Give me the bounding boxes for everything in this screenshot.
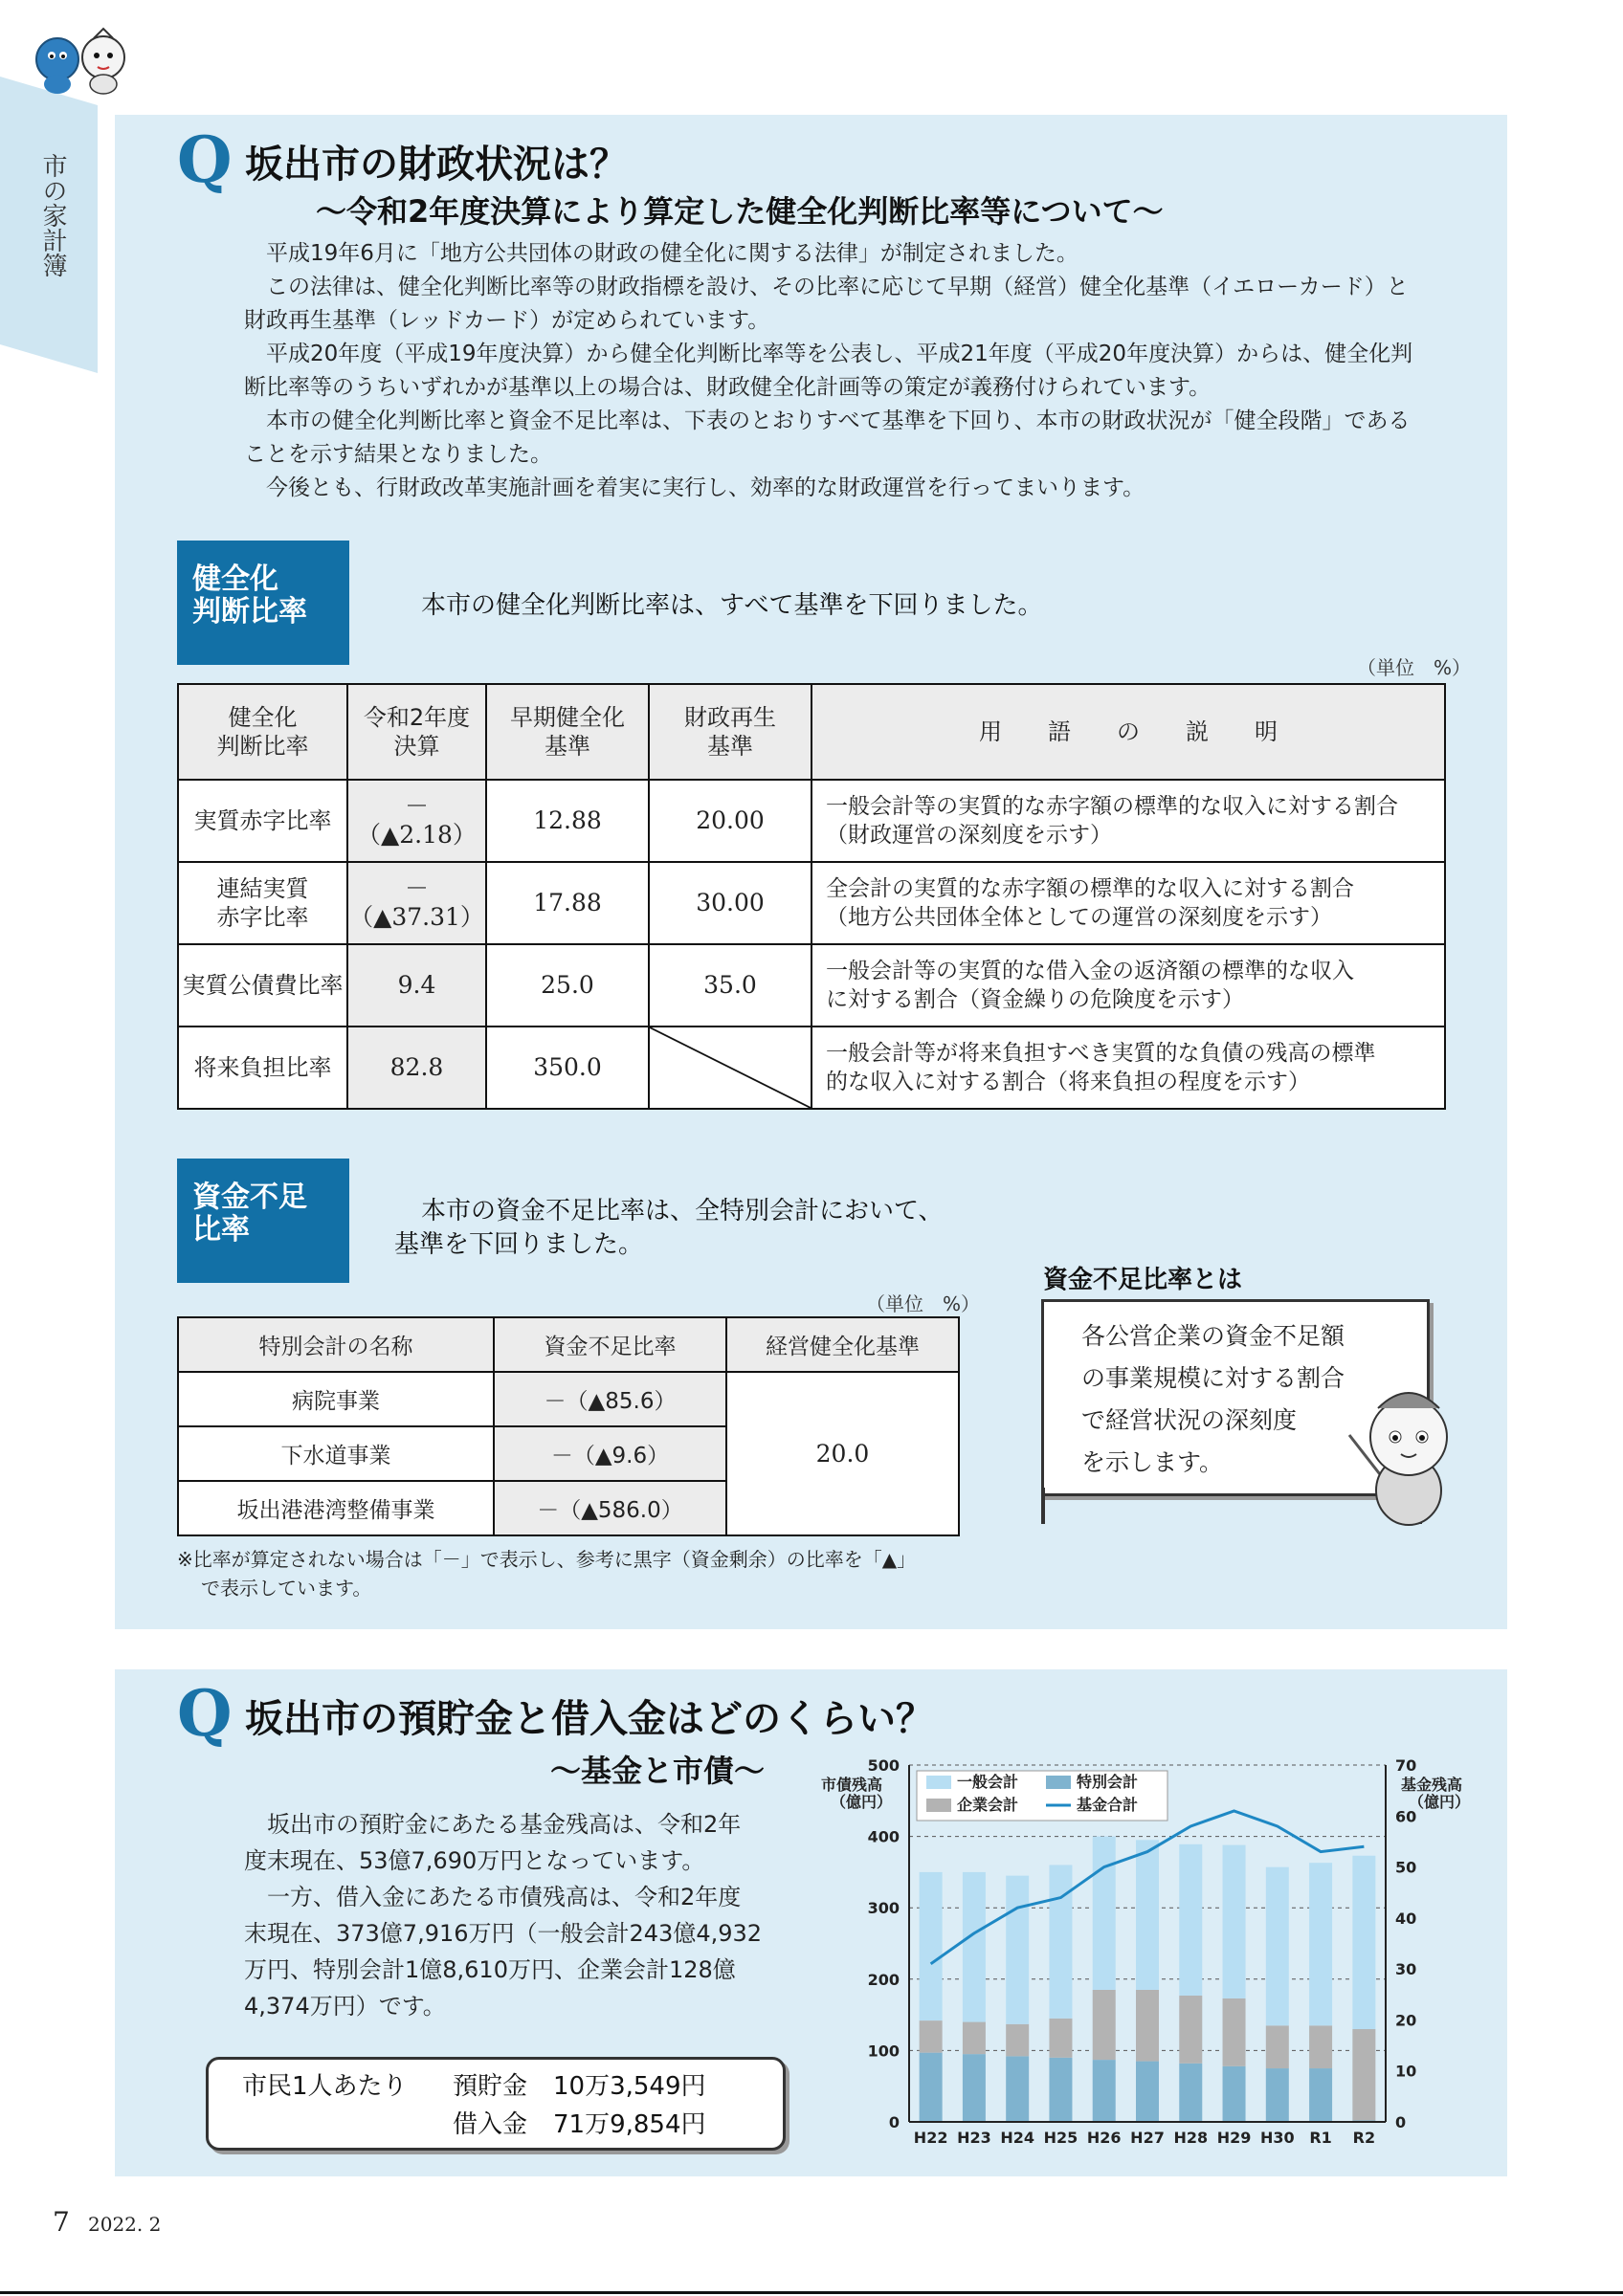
bar-segment	[1352, 1856, 1375, 2029]
side-tab-label: 市の家計簿	[38, 153, 67, 277]
rebuild-standard: 30.00	[649, 862, 812, 944]
page-number: 7	[53, 2206, 70, 2238]
paragraph: 本市の健全化判断比率と資金不足比率は、下表のとおりすべて基準を下回り、本市の財政状況が「健全段階」であることを示す結果となりました。	[244, 408, 1411, 467]
q-mark: Q	[177, 1676, 233, 1751]
right-tick-label: 30	[1395, 1960, 1417, 1979]
left-tick-label: 100	[867, 2042, 900, 2061]
left-tick-label: 500	[867, 1756, 900, 1775]
table-row	[178, 862, 1445, 944]
section-subtitle: ～基金と市債～	[550, 1753, 766, 1789]
section-title: 坂出市の預貯金と借入金はどのくらい？	[245, 1697, 934, 1741]
paragraph-line: 4,374万円）です。	[244, 1993, 446, 2020]
bar-segment	[1352, 2029, 1375, 2120]
bar-segment	[1223, 2066, 1246, 2122]
kenzenka-label-box: 健全化 判断比率	[177, 541, 349, 665]
left-tick-label: 200	[867, 1970, 900, 1989]
ratio-name: 連結実質 赤字比率	[178, 862, 347, 944]
shikin-table	[177, 1316, 960, 1536]
ratio-value: 82.8	[347, 1027, 486, 1109]
table-header-row	[178, 1317, 959, 1372]
ratio-value: － （▲2.18）	[347, 780, 486, 862]
bar-segment	[920, 2053, 943, 2122]
ratio-name: 実質公債費比率	[178, 944, 347, 1027]
section-subtitle: ～令和2年度決算により算定した健全化判断比率等について～	[316, 193, 1164, 230]
paragraph: 平成19年6月に「地方公共団体の財政の健全化に関する法律」が制定されました。	[266, 241, 1078, 266]
header-cell: 財政再生 基準	[649, 684, 812, 780]
right-tick-label: 10	[1395, 2062, 1417, 2081]
paragraph-line: 末現在、373億7,916万円（一般会計243億4,932	[244, 1920, 763, 1947]
bar-segment	[920, 2020, 943, 2053]
bar-segment	[1309, 1863, 1332, 2025]
paragraph-line: 度末現在、53億7,690万円となっています。	[244, 1847, 705, 1874]
ratio-name: 将来負担比率	[178, 1027, 347, 1109]
bar-segment	[1049, 2019, 1072, 2058]
bar-segment	[1006, 2024, 1029, 2057]
bar-segment	[1136, 2062, 1159, 2122]
legend-label: 特別会計	[1077, 1773, 1139, 1791]
x-tick-label: H30	[1259, 2129, 1295, 2147]
x-tick-label: H27	[1130, 2129, 1165, 2147]
unit-label: （単位 %）	[1357, 656, 1472, 679]
bar-segment	[1179, 1844, 1202, 1996]
board-line: で経営状況の深刻度	[1081, 1406, 1298, 1434]
ratio-name: 実質赤字比率	[178, 780, 347, 862]
board-line: の事業規模に対する割合	[1081, 1364, 1345, 1392]
bar-segment	[1136, 1990, 1159, 2062]
debt-value: 71万9,854円	[553, 2110, 706, 2139]
footnote-line1: ※比率が算定されない場合は「－」で表示し、参考に黒字（資金剰余）の比率を「▲」	[177, 1548, 917, 1571]
board-text	[1081, 1315, 1345, 1484]
header-cell: 早期健全化 基準	[486, 684, 649, 780]
page-bottom-rule	[0, 2291, 1623, 2294]
account-name: 坂出港港湾整備事業	[178, 1481, 494, 1535]
table-row	[178, 944, 1445, 1027]
paragraph: この法律は、健全化判断比率等の財政指標を設け、その比率に応じて早期（経営）健全化基準（イエローカード）と財政再生基準（レッドカード）が定められています。	[244, 275, 1409, 333]
x-tick-label: H29	[1216, 2129, 1252, 2147]
intro-paragraphs	[244, 237, 1416, 505]
header-cell: 特別会計の名称	[178, 1317, 494, 1372]
legend-label: 一般会計	[957, 1773, 1019, 1791]
bar-segment	[1136, 1840, 1159, 1990]
legend-swatch	[926, 1799, 951, 1812]
kenzenka-lead: 本市の健全化判断比率は、すべて基準を下回りました。	[421, 591, 1043, 620]
bar-segment	[1093, 2060, 1116, 2122]
header-cell: 経営健全化基準	[726, 1317, 959, 1372]
left-axis-label-line2: （億円）	[831, 1793, 893, 1811]
left-tick-label: 400	[867, 1827, 900, 1846]
account-name: 病院事業	[178, 1372, 494, 1426]
term-description: 一般会計等の実質的な借入金の返済額の標準的な収入 に対する割合（資金繰りの危険度を示す）	[812, 944, 1445, 1027]
bar-segment	[1093, 1990, 1116, 2060]
header-cell: 健全化 判断比率	[178, 684, 347, 780]
legend-swatch	[1046, 1776, 1071, 1789]
header-cell: 資金不足比率	[494, 1317, 726, 1372]
footnote-line2: で表示しています。	[201, 1577, 372, 1600]
shortfall-ratio: －（▲586.0）	[494, 1481, 726, 1535]
left-tick-label: 300	[867, 1899, 900, 1918]
left-axis-label-line1: 市債残高	[821, 1776, 883, 1794]
teacher-mascot-icon	[1340, 1378, 1464, 1531]
board-title: 資金不足比率とは	[1043, 1266, 1243, 1294]
chart-legend	[917, 1771, 1167, 1821]
bar-segment	[1309, 2025, 1332, 2068]
mascot-illustration	[27, 25, 142, 98]
term-description: 一般会計等が将来負担すべき実質的な負債の残高の標準 的な収入に対する割合（将来負担の程度を示す）	[812, 1027, 1445, 1109]
rebuild-standard: 20.00	[649, 780, 812, 862]
term-description: 一般会計等の実質的な赤字額の標準的な収入に対する割合 （財政運営の深刻度を示す）	[812, 780, 1445, 862]
x-tick-label: H23	[957, 2129, 991, 2147]
bar-segment	[963, 1872, 986, 2022]
paragraph: 今後とも、行財政改革実施計画を着実に実行し、効率的な財政運営を行ってまいります。	[266, 475, 1145, 500]
paragraph-line: 坂出市の預貯金にあたる基金残高は、令和2年	[267, 1811, 742, 1838]
bar-segment	[963, 2022, 986, 2055]
section-title: 坂出市の財政状況は？	[245, 143, 628, 187]
per-capita-label: 市民1人あたり	[242, 2072, 408, 2101]
bar-segment	[1179, 2064, 1202, 2122]
right-tick-label: 70	[1395, 1756, 1417, 1775]
right-tick-label: 0	[1395, 2113, 1407, 2131]
unit-label: （単位 %）	[866, 1292, 981, 1315]
right-tick-label: 60	[1395, 1807, 1417, 1826]
rebuild-standard: 35.0	[649, 944, 812, 1027]
early-standard: 17.88	[486, 862, 649, 944]
right-tick-label: 20	[1395, 2011, 1417, 2030]
right-tick-label: 40	[1395, 1909, 1417, 1928]
table-row	[178, 1027, 1445, 1109]
chart-bars	[914, 1837, 1376, 2147]
paragraph-line: 万円、特別会計1億8,610万円、企業会計128億	[244, 1956, 736, 1983]
bar-segment	[1179, 1996, 1202, 2064]
section2-paragraph	[244, 1806, 818, 2024]
debt-fund-chart	[813, 1746, 1483, 2167]
legend-swatch	[926, 1776, 951, 1789]
term-description: 全会計の実質的な赤字額の標準的な収入に対する割合 （地方公共団体全体としての運営の深刻度を示す）	[812, 862, 1445, 944]
bar-segment	[1223, 1998, 1246, 2066]
header-cell: 令和2年度 決算	[347, 684, 486, 780]
left-tick-label: 0	[888, 2113, 900, 2131]
board-line: 各公営企業の資金不足額	[1081, 1322, 1345, 1350]
bar-segment	[1093, 1837, 1116, 1990]
bar-segment	[1049, 1865, 1072, 2018]
early-standard: 350.0	[486, 1027, 649, 1109]
issue-date: 2022. 2	[88, 2213, 162, 2236]
x-tick-label: R2	[1352, 2129, 1376, 2147]
right-axis-label-line2: （億円）	[1409, 1793, 1471, 1811]
paragraph: 平成20年度（平成19年度決算）から健全化判断比率等を公表し、平成21年度（平成20年度決算）からは、健全化判断比率等のうちいずれかが基準以上の場合は、財政健全化計画等の策定が義務付けられています。	[244, 342, 1413, 400]
shikin-lead-line1: 本市の資金不足比率は、全特別会計において、	[421, 1197, 944, 1225]
table-header-row	[178, 684, 1445, 780]
management-standard: 20.0	[726, 1372, 959, 1535]
header-cell: 用 語 の 説 明	[812, 684, 1445, 780]
bar-segment	[963, 2054, 986, 2122]
shortfall-ratio: －（▲85.6）	[494, 1372, 726, 1426]
bar-segment	[1266, 1867, 1289, 2026]
x-tick-label: R1	[1309, 2129, 1332, 2147]
bar-segment	[1309, 2068, 1332, 2122]
bar-segment	[1266, 2025, 1289, 2068]
x-tick-label: H22	[913, 2129, 948, 2147]
early-standard: 25.0	[486, 944, 649, 1027]
savings-value: 10万3,549円	[553, 2072, 706, 2101]
bar-segment	[1049, 2058, 1072, 2122]
bar-segment	[920, 1872, 943, 2020]
x-tick-label: H25	[1043, 2129, 1078, 2147]
not-applicable-cell	[649, 1027, 812, 1109]
savings-label: 預貯金	[453, 2072, 528, 2101]
table-row	[178, 780, 1445, 862]
account-name: 下水道事業	[178, 1426, 494, 1481]
paragraph-line: 一方、借入金にあたる市債残高は、令和2年度	[267, 1884, 742, 1910]
bar-segment	[1266, 2068, 1289, 2122]
legend-label: 企業会計	[957, 1796, 1019, 1814]
table-row	[178, 1372, 959, 1426]
bar-segment	[1223, 1845, 1246, 1998]
right-axis-label-line1: 基金残高	[1401, 1776, 1463, 1794]
ratio-value: 9.4	[347, 944, 486, 1027]
shortfall-ratio: －（▲9.6）	[494, 1426, 726, 1481]
right-tick-label: 50	[1395, 1858, 1417, 1877]
shikin-lead-line2: 基準を下回りました。	[394, 1230, 644, 1259]
debt-label: 借入金	[453, 2110, 528, 2139]
early-standard: 12.88	[486, 780, 649, 862]
kenzenka-table	[177, 683, 1446, 1110]
bar-segment	[1006, 2056, 1029, 2122]
x-tick-label: H26	[1086, 2129, 1122, 2147]
x-tick-label: H28	[1173, 2129, 1209, 2147]
ratio-value: － （▲37.31）	[347, 862, 486, 944]
bar-segment	[1006, 1876, 1029, 2024]
legend-label: 基金合計	[1077, 1796, 1139, 1814]
q-mark: Q	[177, 122, 233, 197]
x-tick-label: H24	[1000, 2129, 1035, 2147]
shikin-label-box: 資金不足 比率	[177, 1159, 349, 1283]
board-line: を示します。	[1081, 1448, 1224, 1476]
